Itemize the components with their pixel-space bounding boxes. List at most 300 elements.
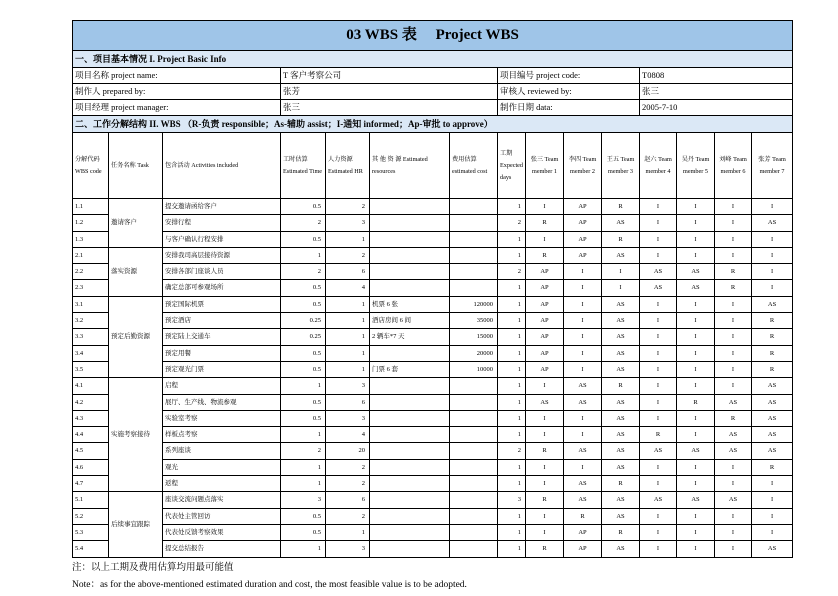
resources: [370, 443, 450, 459]
member-5-role: I: [677, 524, 715, 540]
wbs-code: 2.1: [73, 247, 109, 263]
expected-days: 2: [498, 264, 526, 280]
wbs-code: 3.3: [73, 329, 109, 345]
member-2-role: AS: [564, 378, 602, 394]
table-row: [73, 345, 793, 361]
expected-days: 1: [498, 280, 526, 296]
member-4-role: I: [640, 410, 677, 426]
header-member-2: 李四 Team member 2: [564, 133, 602, 199]
estimated-time: 2: [281, 264, 326, 280]
wbs-code: 5.1: [73, 492, 109, 508]
estimated-time: 0.5: [281, 296, 326, 312]
member-4-role: I: [640, 215, 677, 231]
wbs-code: 1.1: [73, 199, 109, 215]
estimated-cost: [450, 394, 498, 410]
member-7-role: I: [752, 476, 793, 492]
estimated-time: 0.5: [281, 280, 326, 296]
member-4-role: I: [640, 345, 677, 361]
activity: 提交总结报告: [163, 541, 281, 557]
table-row: [73, 524, 793, 540]
member-4-role: I: [640, 524, 677, 540]
activity: 安排行程: [163, 215, 281, 231]
resources: [370, 410, 450, 426]
expected-days: 2: [498, 443, 526, 459]
estimated-hr: 2: [326, 199, 370, 215]
member-5-role: I: [677, 427, 715, 443]
member-5-role: I: [677, 476, 715, 492]
expected-days: 1: [498, 427, 526, 443]
member-6-role: AS: [715, 443, 752, 459]
header-member-6: 刘峰 Team member 6: [715, 133, 752, 199]
header-code: 分解代码 WBS code: [73, 133, 109, 199]
estimated-hr: 20: [326, 443, 370, 459]
expected-days: 1: [498, 231, 526, 247]
member-6-role: I: [715, 329, 752, 345]
member-5-role: R: [677, 394, 715, 410]
member-6-role: AS: [715, 492, 752, 508]
member-3-role: AS: [602, 247, 640, 263]
member-2-role: I: [564, 296, 602, 312]
member-2-role: AS: [564, 476, 602, 492]
header-member-3: 王五 Team member 3: [602, 133, 640, 199]
estimated-time: 1: [281, 427, 326, 443]
member-3-role: R: [602, 476, 640, 492]
estimated-time: 0.25: [281, 329, 326, 345]
table-row: [73, 280, 793, 296]
member-1-role: R: [526, 215, 564, 231]
member-1-role: I: [526, 459, 564, 475]
member-3-role: AS: [602, 215, 640, 231]
member-7-role: R: [752, 361, 793, 377]
activity: 预定用餐: [163, 345, 281, 361]
member-3-role: AS: [602, 296, 640, 312]
wbs-table: [72, 20, 793, 558]
member-1-role: I: [526, 524, 564, 540]
member-3-role: AS: [602, 345, 640, 361]
resources: [370, 492, 450, 508]
table-row: [73, 329, 793, 345]
member-3-role: AS: [602, 508, 640, 524]
activity: 观光: [163, 459, 281, 475]
member-7-role: I: [752, 264, 793, 280]
expected-days: 1: [498, 394, 526, 410]
member-5-role: I: [677, 215, 715, 231]
wbs-code: 3.2: [73, 313, 109, 329]
member-2-role: I: [564, 264, 602, 280]
header-member-7: 张芳 Team member 7: [752, 133, 793, 199]
member-7-role: I: [752, 492, 793, 508]
expected-days: 2: [498, 215, 526, 231]
date-label: 制作日期 data:: [498, 100, 640, 116]
table-row: [73, 476, 793, 492]
resources: [370, 345, 450, 361]
expected-days: 1: [498, 329, 526, 345]
wbs-code: 1.2: [73, 215, 109, 231]
expected-days: 1: [498, 476, 526, 492]
member-7-role: AS: [752, 215, 793, 231]
member-1-role: I: [526, 378, 564, 394]
estimated-cost: [450, 443, 498, 459]
member-4-role: AS: [640, 492, 677, 508]
estimated-cost: [450, 231, 498, 247]
member-1-role: R: [526, 247, 564, 263]
estimated-hr: 3: [326, 541, 370, 557]
estimated-cost: [450, 199, 498, 215]
member-6-role: R: [715, 264, 752, 280]
member-5-role: I: [677, 541, 715, 557]
member-7-role: I: [752, 524, 793, 540]
member-4-role: I: [640, 459, 677, 475]
member-5-role: I: [677, 313, 715, 329]
wbs-code: 2.3: [73, 280, 109, 296]
member-4-role: I: [640, 541, 677, 557]
activity: 提交邀请函给客户: [163, 199, 281, 215]
header-resources: 其 他 资 源 Estimated resources: [370, 133, 450, 199]
estimated-hr: 4: [326, 280, 370, 296]
member-7-role: R: [752, 329, 793, 345]
member-3-role: I: [602, 280, 640, 296]
member-6-role: I: [715, 215, 752, 231]
resources: [370, 394, 450, 410]
table-row: [73, 427, 793, 443]
note-chinese: 注：以上工期及费用估算均用最可能值: [72, 563, 234, 573]
member-3-role: AS: [602, 361, 640, 377]
activity: 系列座谈: [163, 443, 281, 459]
table-row: [73, 231, 793, 247]
project-code-label: 项目编号 project code:: [498, 68, 640, 84]
estimated-time: 1: [281, 476, 326, 492]
table-body: [73, 21, 793, 558]
member-4-role: I: [640, 394, 677, 410]
estimated-time: 3: [281, 492, 326, 508]
activity: 确定总部可参观场所: [163, 280, 281, 296]
activity: 安排各部门座谈人员: [163, 264, 281, 280]
estimated-cost: [450, 247, 498, 263]
activity: 样板点考察: [163, 427, 281, 443]
reviewed-by-label: 审核人 reviewed by:: [498, 84, 640, 100]
wbs-code: 3.5: [73, 361, 109, 377]
member-3-role: AS: [602, 313, 640, 329]
estimated-hr: 1: [326, 361, 370, 377]
header-activities: 包含活动 Activities included: [163, 133, 281, 199]
activity: 启程: [163, 378, 281, 394]
member-3-role: AS: [602, 443, 640, 459]
estimated-cost: [450, 541, 498, 557]
member-7-role: AS: [752, 443, 793, 459]
estimated-hr: 3: [326, 215, 370, 231]
member-4-role: I: [640, 296, 677, 312]
resources: [370, 199, 450, 215]
member-5-role: AS: [677, 264, 715, 280]
member-1-role: AS: [526, 394, 564, 410]
activity: 预定陆上交通车: [163, 329, 281, 345]
task-name: 落实资源: [109, 247, 163, 296]
header-member-4: 赵六 Team member 4: [640, 133, 677, 199]
estimated-cost: [450, 264, 498, 280]
member-5-role: I: [677, 410, 715, 426]
member-3-role: AS: [602, 541, 640, 557]
page-title: 03 WBS 表 Project WBS: [73, 21, 793, 51]
member-1-role: AP: [526, 313, 564, 329]
member-5-role: AS: [677, 492, 715, 508]
estimated-cost: [450, 378, 498, 394]
estimated-cost: [450, 215, 498, 231]
estimated-cost: 120000: [450, 296, 498, 312]
member-1-role: I: [526, 199, 564, 215]
member-7-role: I: [752, 231, 793, 247]
member-7-role: I: [752, 247, 793, 263]
member-5-role: I: [677, 231, 715, 247]
member-7-role: R: [752, 345, 793, 361]
member-2-role: AS: [564, 443, 602, 459]
member-2-role: I: [564, 329, 602, 345]
table-row: [73, 313, 793, 329]
table-row: [73, 296, 793, 312]
member-6-role: AS: [715, 394, 752, 410]
estimated-cost: [450, 524, 498, 540]
activity: 与客户确认行程安排: [163, 231, 281, 247]
member-1-role: R: [526, 541, 564, 557]
member-1-role: AP: [526, 345, 564, 361]
resources: 酒店房间 6 间: [370, 313, 450, 329]
member-2-role: AP: [564, 231, 602, 247]
header-task: 任务名称 Task: [109, 133, 163, 199]
resources: [370, 378, 450, 394]
member-2-role: I: [564, 361, 602, 377]
member-2-role: I: [564, 313, 602, 329]
section-wbs: 二、工作分解结构 II. WBS （R-负责 responsible；As-辅助 assist；I-通知 informed；Ap-审批 to approve）: [73, 116, 793, 133]
member-7-role: AS: [752, 410, 793, 426]
task-name: 预定后勤资源: [109, 296, 163, 377]
estimated-hr: 1: [326, 231, 370, 247]
expected-days: 1: [498, 459, 526, 475]
resources: [370, 264, 450, 280]
member-4-role: AS: [640, 264, 677, 280]
estimated-time: 0.5: [281, 508, 326, 524]
resources: [370, 231, 450, 247]
estimated-time: 1: [281, 378, 326, 394]
member-5-role: I: [677, 361, 715, 377]
member-3-role: AS: [602, 459, 640, 475]
table-row: [73, 247, 793, 263]
wbs-code: 4.2: [73, 394, 109, 410]
member-7-role: AS: [752, 296, 793, 312]
task-name: 实施考察接待: [109, 378, 163, 492]
member-1-role: I: [526, 476, 564, 492]
wbs-code: 4.3: [73, 410, 109, 426]
expected-days: 1: [498, 199, 526, 215]
member-1-role: I: [526, 427, 564, 443]
activity: 预定国际机票: [163, 296, 281, 312]
resources: [370, 541, 450, 557]
resources: [370, 459, 450, 475]
estimated-hr: 1: [326, 329, 370, 345]
estimated-time: 0.25: [281, 313, 326, 329]
date-value: 2005-7-10: [640, 100, 793, 116]
header-member-1: 张三 Team member 1: [526, 133, 564, 199]
estimated-hr: 1: [326, 313, 370, 329]
wbs-code: 5.2: [73, 508, 109, 524]
activity: 预定观光门票: [163, 361, 281, 377]
expected-days: 1: [498, 247, 526, 263]
estimated-cost: [450, 280, 498, 296]
member-2-role: I: [564, 459, 602, 475]
note-english: Note：as for the above-mentioned estimated duration and cost, the most feasible value is to be adopted.: [72, 580, 467, 590]
member-6-role: I: [715, 361, 752, 377]
member-4-role: AS: [640, 280, 677, 296]
manager-label: 项目经理 project manager:: [73, 100, 281, 116]
estimated-time: 0.5: [281, 361, 326, 377]
member-1-role: R: [526, 443, 564, 459]
estimated-cost: [450, 492, 498, 508]
member-3-role: AS: [602, 329, 640, 345]
member-2-role: AP: [564, 524, 602, 540]
estimated-time: 0.5: [281, 231, 326, 247]
estimated-hr: 1: [326, 296, 370, 312]
member-5-role: I: [677, 345, 715, 361]
resources: 2 辆车*7 天: [370, 329, 450, 345]
estimated-cost: 15000: [450, 329, 498, 345]
wbs-code: 4.5: [73, 443, 109, 459]
estimated-time: 0.5: [281, 199, 326, 215]
estimated-time: 0.5: [281, 345, 326, 361]
member-6-role: I: [715, 345, 752, 361]
member-1-role: AP: [526, 280, 564, 296]
member-1-role: AP: [526, 361, 564, 377]
member-4-role: I: [640, 361, 677, 377]
estimated-cost: 35000: [450, 313, 498, 329]
table-row: [73, 410, 793, 426]
member-2-role: AS: [564, 394, 602, 410]
header-hr: 人力资源 Estimated HR: [326, 133, 370, 199]
member-4-role: I: [640, 247, 677, 263]
member-3-role: AS: [602, 427, 640, 443]
expected-days: 1: [498, 378, 526, 394]
member-1-role: I: [526, 508, 564, 524]
member-4-role: R: [640, 427, 677, 443]
project-name-value: T 客户考察公司: [281, 68, 498, 84]
member-2-role: AP: [564, 199, 602, 215]
project-code-value: T0808: [640, 68, 793, 84]
member-7-role: AS: [752, 541, 793, 557]
member-7-role: I: [752, 280, 793, 296]
table-row: [73, 459, 793, 475]
member-4-role: I: [640, 378, 677, 394]
estimated-hr: 6: [326, 264, 370, 280]
member-6-role: I: [715, 378, 752, 394]
member-6-role: I: [715, 199, 752, 215]
activity: 返程: [163, 476, 281, 492]
member-7-role: R: [752, 313, 793, 329]
expected-days: 1: [498, 361, 526, 377]
member-2-role: I: [564, 427, 602, 443]
estimated-time: 1: [281, 541, 326, 557]
member-5-role: AS: [677, 280, 715, 296]
resources: 门票 6 套: [370, 361, 450, 377]
member-1-role: AP: [526, 329, 564, 345]
member-1-role: I: [526, 231, 564, 247]
activity: 预定酒店: [163, 313, 281, 329]
table-row: [73, 394, 793, 410]
header-time: 工时估算 Estimated Time: [281, 133, 326, 199]
estimated-time: 0.5: [281, 524, 326, 540]
estimated-hr: 1: [326, 524, 370, 540]
estimated-hr: 2: [326, 508, 370, 524]
activity: 代表处反馈考察效果: [163, 524, 281, 540]
member-6-role: I: [715, 296, 752, 312]
table-row: [73, 378, 793, 394]
estimated-hr: 6: [326, 492, 370, 508]
table-row: [73, 492, 793, 508]
estimated-time: 2: [281, 215, 326, 231]
member-6-role: R: [715, 280, 752, 296]
task-name: 后续事宜跟踪: [109, 492, 163, 557]
prepared-by-label: 制作人 prepared by:: [73, 84, 281, 100]
expected-days: 1: [498, 508, 526, 524]
estimated-hr: 2: [326, 247, 370, 263]
table-row: [73, 361, 793, 377]
member-3-role: I: [602, 264, 640, 280]
activity: 座谈交流问题点落实: [163, 492, 281, 508]
member-3-role: R: [602, 231, 640, 247]
wbs-code: 2.2: [73, 264, 109, 280]
wbs-code: 4.4: [73, 427, 109, 443]
member-2-role: AP: [564, 247, 602, 263]
wbs-code: 5.3: [73, 524, 109, 540]
estimated-hr: 2: [326, 476, 370, 492]
estimated-cost: 10000: [450, 361, 498, 377]
member-7-role: AS: [752, 394, 793, 410]
member-4-role: I: [640, 476, 677, 492]
wbs-code: 4.6: [73, 459, 109, 475]
table-row: [73, 215, 793, 231]
estimated-cost: [450, 508, 498, 524]
expected-days: 1: [498, 524, 526, 540]
member-3-role: AS: [602, 410, 640, 426]
estimated-time: 0.5: [281, 394, 326, 410]
member-3-role: R: [602, 524, 640, 540]
member-5-role: I: [677, 508, 715, 524]
estimated-cost: 20000: [450, 345, 498, 361]
resources: [370, 476, 450, 492]
estimated-cost: [450, 410, 498, 426]
wbs-code: 4.1: [73, 378, 109, 394]
resources: [370, 524, 450, 540]
member-5-role: I: [677, 247, 715, 263]
member-6-role: I: [715, 541, 752, 557]
member-6-role: I: [715, 524, 752, 540]
notes: [72, 560, 792, 594]
member-2-role: I: [564, 410, 602, 426]
table-row: [73, 264, 793, 280]
reviewed-by-value: 张三: [640, 84, 793, 100]
member-1-role: AP: [526, 264, 564, 280]
table-row: [73, 199, 793, 215]
expected-days: 1: [498, 410, 526, 426]
resources: [370, 427, 450, 443]
member-1-role: AP: [526, 296, 564, 312]
expected-days: 1: [498, 313, 526, 329]
member-7-role: R: [752, 459, 793, 475]
member-6-role: I: [715, 459, 752, 475]
prepared-by-value: 张芳: [281, 84, 498, 100]
resources: [370, 215, 450, 231]
header-member-5: 吴丹 Team member 5: [677, 133, 715, 199]
activity: 安排我司高层接待资源: [163, 247, 281, 263]
member-6-role: I: [715, 247, 752, 263]
member-5-role: I: [677, 296, 715, 312]
estimated-hr: 3: [326, 378, 370, 394]
